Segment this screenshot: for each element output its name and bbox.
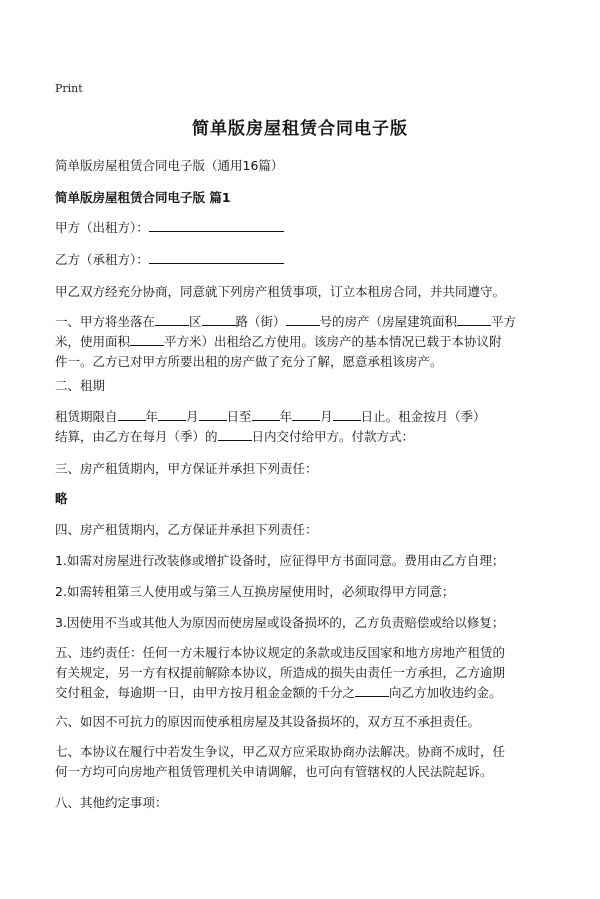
- blank: [252, 408, 280, 421]
- blank: [155, 313, 189, 326]
- clause-2-heading: 二、租期: [55, 378, 106, 393]
- blank: [457, 313, 491, 326]
- blank: [130, 333, 164, 346]
- clause-4-item-2: 2.如需转租第三人使用或与第三人互换房屋使用时，必须取得甲方同意；: [55, 584, 455, 599]
- blank: [355, 684, 389, 697]
- clause-4-item-1: 1.如需对房屋进行改装修或增扩设备时，应征得甲方书面同意。费用由乙方自理；: [55, 553, 505, 568]
- party-a-line: [55, 218, 550, 237]
- clause-1-row-1: 一、甲方将坐落在 区 路（街） 号的房产（房屋建筑面积 平方: [55, 314, 517, 329]
- clause-5-row-2: 有关规定，另一方有权提前解除本协议，所造成的损失由责任一方承担，乙方逾期: [55, 665, 506, 680]
- document-title: 简单版房屋租赁合同电子版: [192, 119, 408, 139]
- clause-5-row-1: 五、违约责任：任何一方未履行本协议规定的条款或违反国家和地方房地产租赁的: [55, 645, 506, 660]
- party-b-blank: [149, 251, 284, 264]
- clause-2-row-2: 结算，由乙方在每月（季）的 日内交付给甲方。付款方式：: [55, 429, 415, 444]
- clause-2-row-1: 租赁期限自 年 月 日至 年 月 日止。租金按月（季）: [55, 409, 486, 424]
- party-a-label: 甲方（出租方）：: [55, 220, 149, 235]
- clause-8-heading: 八、其他约定事项：: [55, 795, 168, 810]
- clause-7-row-2: 何一方均可向房地产租赁管理机关申请调解，也可向有管辖权的人民法院起诉。: [55, 764, 493, 779]
- blank: [118, 408, 146, 421]
- clause-1-row-3: 件一。乙方已对甲方所要出租的房产做了充分了解，愿意承租该房产。: [55, 354, 443, 369]
- clause-3-body: 略: [55, 491, 68, 506]
- clause-3-heading: 三、房产租赁期内，甲方保证并承担下列责任：: [55, 461, 318, 476]
- print-label: Print: [55, 82, 83, 95]
- clause-7: [55, 742, 550, 782]
- clause-7-row-1: 七、本协议在履行中若发生争议，甲乙双方应采取协商办法解决。协商不成时，任: [55, 744, 506, 759]
- party-b-label: 乙方（承租方）：: [55, 252, 149, 267]
- blank: [199, 408, 227, 421]
- blank: [158, 408, 186, 421]
- blank: [202, 313, 236, 326]
- document-subtitle: 简单版房屋租赁合同电子版（通用16篇）: [55, 158, 284, 173]
- section-heading: 简单版房屋租赁合同电子版 篇1: [55, 190, 231, 205]
- clause-2: [55, 407, 550, 447]
- clause-4-heading: 四、房产租赁期内，乙方保证并承担下列责任：: [55, 522, 318, 537]
- blank: [286, 313, 320, 326]
- blank: [292, 408, 320, 421]
- clause-4-item-3: 3.因使用不当或其他人为原因而使房屋或设备损坏的，乙方负责赔偿或给以修复；: [55, 615, 505, 630]
- party-b-line: [55, 250, 550, 269]
- party-a-blank: [149, 219, 284, 232]
- blank: [333, 408, 361, 421]
- clause-5-row-3: 交付租金，每逾期一日，由甲方按月租金金额的千分之 向乙方加收违约金。: [55, 685, 502, 700]
- clause-6: 六、如因不可抗力的原因而使承租房屋及其设备损坏的，双方互不承担责任。: [55, 714, 481, 729]
- clause-5: [55, 643, 550, 703]
- clause-1: [55, 312, 550, 372]
- clause-1-row-2: 米，使用面积 平方米）出租给乙方使用。该房产的基本情况已载于本协议附: [55, 334, 502, 349]
- blank: [218, 428, 252, 441]
- intro-paragraph: 甲乙双方经充分协商，同意就下列房产租赁事项，订立本租房合同，并共同遵守。: [55, 284, 506, 299]
